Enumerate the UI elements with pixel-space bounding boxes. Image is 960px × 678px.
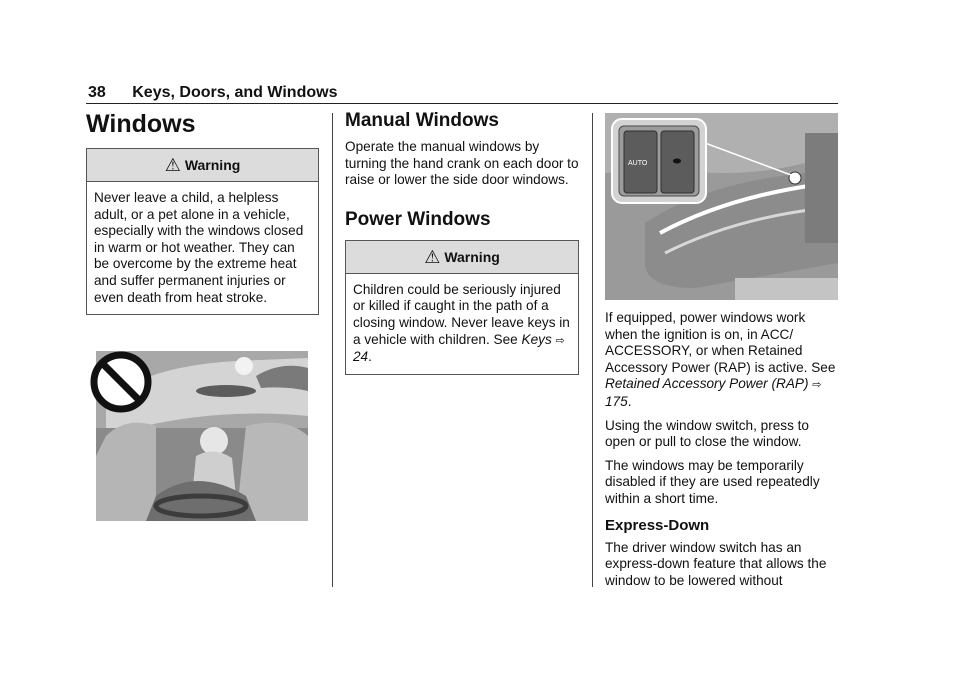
keys-link[interactable]: Keys [521,331,552,347]
rap-link[interactable]: Retained Accessory Power (RAP) [605,376,809,392]
page-ref[interactable]: 175 [605,393,628,409]
warning-label: Warning [184,157,241,173]
windows-heading: Windows [86,110,196,138]
manual-windows-text: Operate the manual windows by turning the hand crank on each door to raise or lower the side door windows. [345,139,579,188]
page-ref[interactable]: 24 [353,349,369,365]
power-windows-heading: Power Windows [345,208,491,230]
window-switch-illustration [605,113,838,300]
express-down-text: The driver window switch has an express-down feature that allows the window to be lowered without [605,539,827,588]
prohibition-icon [90,351,152,413]
manual-windows-heading: Manual Windows [345,110,499,131]
page-header [88,84,337,102]
column-windows [86,110,319,521]
auto-label: AUTO [628,160,648,167]
page-number: 38 [88,84,106,101]
column-manual-power [345,110,579,375]
page-ref-icon: ⇨ [555,334,565,347]
warning-triangle-icon: ⚠ [424,246,441,267]
column-divider-2 [592,113,593,587]
header-rule [86,103,838,104]
window-switch-paragraph: Using the window switch, press to open or pull to close the window. [605,417,809,450]
column-power-details [605,110,838,589]
warning-header [87,149,318,182]
section-title: Keys, Doors, and Windows [132,84,338,101]
warning-header [346,241,578,274]
warning-text: Never leave a child, a helpless adult, or a pet alone in a vehicle, especially with the windows closed in warm or hot weather. They can be overcome by the extreme heat and suffer permanent injuries or even death from heat stroke. [94,190,304,305]
column-divider-1 [332,113,333,587]
warning-body [346,274,578,374]
child-warning-box [86,148,319,315]
power-windows-paragraph: If equipped, power windows work when the ignition is on, in ACC/ ACCESSORY, or when Retained Accessory Power (RAP) is active. See Retained Accessory Power (RAP) ⇨ 175. [605,310,836,409]
warning-body [87,182,318,314]
express-down-heading: Express-Down [605,516,710,534]
page-ref-icon: ⇨ [812,379,822,392]
power-warning-box [345,240,579,375]
warning-label: Warning [444,248,500,265]
disabled-paragraph: The windows may be temporarily disabled if they are used repeatedly within a short time. [605,457,820,506]
warning-triangle-icon: ⚠ [164,155,181,175]
warning-text: Children could be seriously injured or killed if caught in the path of a closing window. Never leave keys in a vehicle with children. See Keys ⇨ 24. [353,281,570,365]
